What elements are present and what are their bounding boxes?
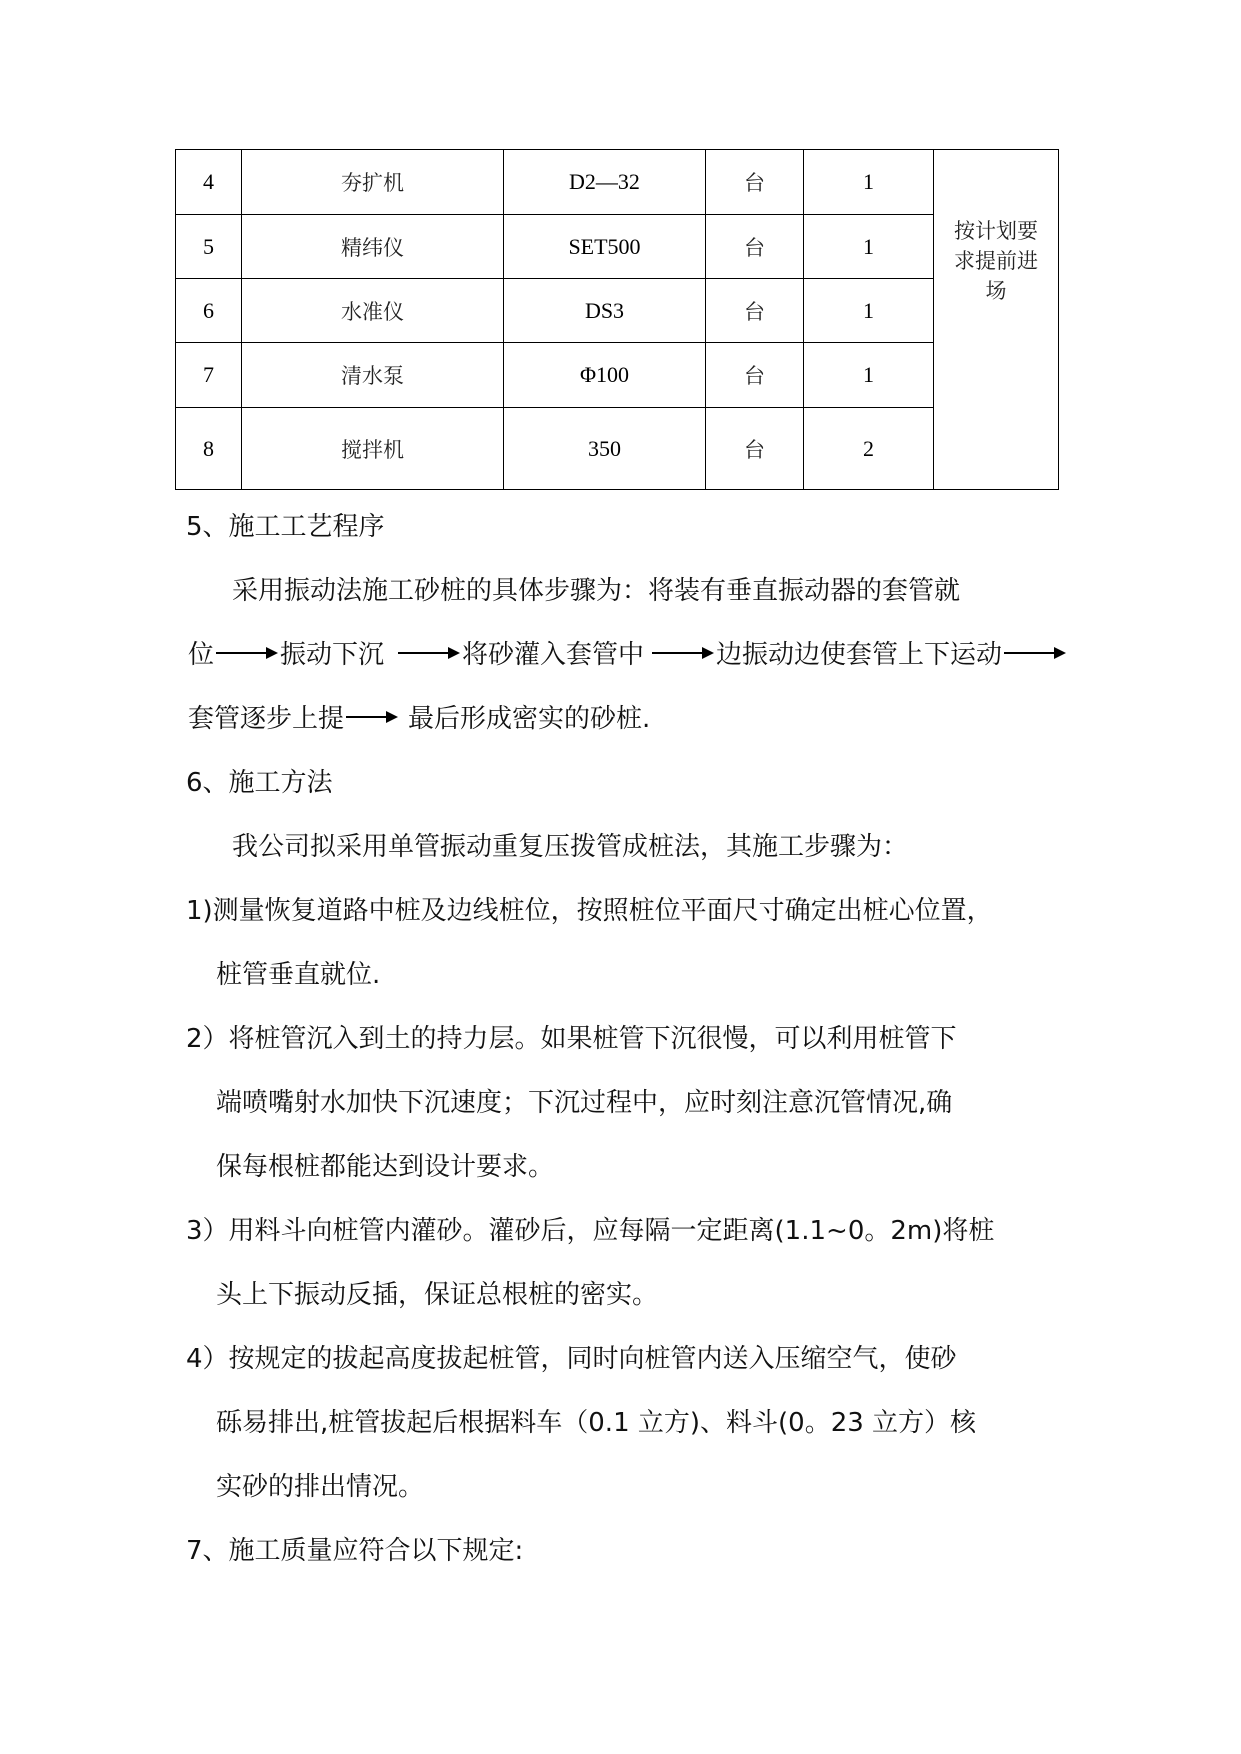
equipment-qty: 1 (804, 215, 934, 279)
row-number: 5 (176, 215, 242, 279)
flow-step: 最后形成密实的砂桩. (408, 704, 651, 734)
table-row (176, 150, 1059, 215)
section-6-intro: 我公司拟采用单管振动重复压拨管成桩法，其施工步骤为： (232, 832, 909, 862)
step-3-line-2: 头上下振动反插，保证总根桩的密实。 (216, 1280, 659, 1310)
equipment-name: 搅拌机 (242, 408, 504, 490)
equipment-name: 夯扩机 (242, 150, 504, 215)
process-flow-line-2 (188, 698, 650, 735)
step-1-line-1: 1)测量恢复道路中桩及边线桩位，按照桩位平面尺寸确定出桩心位置， (186, 896, 993, 926)
process-flow-line-1 (188, 634, 1068, 671)
equipment-model: SET500 (504, 215, 706, 279)
equipment-unit: 台 (706, 343, 804, 408)
section-5-intro: 采用振动法施工砂桩的具体步骤为：将装有垂直振动器的套管就 (232, 576, 961, 606)
equipment-model: 350 (504, 408, 706, 490)
right-arrow-icon (1004, 643, 1066, 663)
table-row (176, 279, 1059, 343)
right-arrow-icon (398, 643, 460, 663)
step-2-line-2: 端喷嘴射水加快下沉速度；下沉过程中，应时刻注意沉管情况,确 (216, 1088, 953, 1118)
row-number: 8 (176, 408, 242, 490)
equipment-qty: 1 (804, 150, 934, 215)
equipment-model: Φ100 (504, 343, 706, 408)
flow-step: 位 (188, 640, 215, 670)
equipment-unit: 台 (706, 279, 804, 343)
step-3-line-1: 3）用料斗向桩管内灌砂。灌砂后，应每隔一定距离(1.1~0。2m)将桩 (186, 1216, 995, 1246)
equipment-qty: 2 (804, 408, 934, 490)
equipment-unit: 台 (706, 215, 804, 279)
row-number: 4 (176, 150, 242, 215)
step-4-line-3: 实砂的排出情况。 (216, 1472, 425, 1502)
step-2-line-3: 保每根桩都能达到设计要求。 (216, 1152, 555, 1182)
equipment-model: DS3 (504, 279, 706, 343)
flow-step: 将砂灌入套管中 (462, 640, 645, 670)
step-1-line-2: 桩管垂直就位. (216, 960, 381, 990)
equipment-name: 清水泵 (242, 343, 504, 408)
right-arrow-icon (346, 707, 398, 727)
step-4-line-2: 砾易排出,桩管拔起后根据料车（0.1 立方)、料斗(0。23 立方）核 (216, 1408, 977, 1438)
table-row (176, 215, 1059, 279)
flow-step: 振动下沉 (280, 640, 385, 670)
row-number: 7 (176, 343, 242, 408)
section-6-heading: 6、施工方法 (186, 768, 333, 798)
flow-step: 套管逐步上提 (188, 704, 345, 734)
right-arrow-icon (652, 643, 714, 663)
equipment-table (175, 149, 1059, 490)
row-number: 6 (176, 279, 242, 343)
equipment-unit: 台 (706, 408, 804, 490)
equipment-qty: 1 (804, 343, 934, 408)
equipment-name: 水准仪 (242, 279, 504, 343)
step-4-line-1: 4）按规定的拔起高度拔起桩管，同时向桩管内送入压缩空气，使砂 (186, 1344, 957, 1374)
equipment-model: D2—32 (504, 150, 706, 215)
equipment-name: 精纬仪 (242, 215, 504, 279)
remark-cell: 按计划要求提前进场 (934, 150, 1059, 490)
section-5-heading: 5、施工工艺程序 (186, 512, 385, 542)
equipment-qty: 1 (804, 279, 934, 343)
flow-step: 边振动边使套管上下运动 (716, 640, 1003, 670)
table-row (176, 408, 1059, 490)
section-7-heading: 7、施工质量应符合以下规定: (186, 1536, 524, 1566)
step-2-line-1: 2）将桩管沉入到土的持力层。如果桩管下沉很慢，可以利用桩管下 (186, 1024, 957, 1054)
equipment-unit: 台 (706, 150, 804, 215)
right-arrow-icon (216, 643, 278, 663)
table-row (176, 343, 1059, 408)
